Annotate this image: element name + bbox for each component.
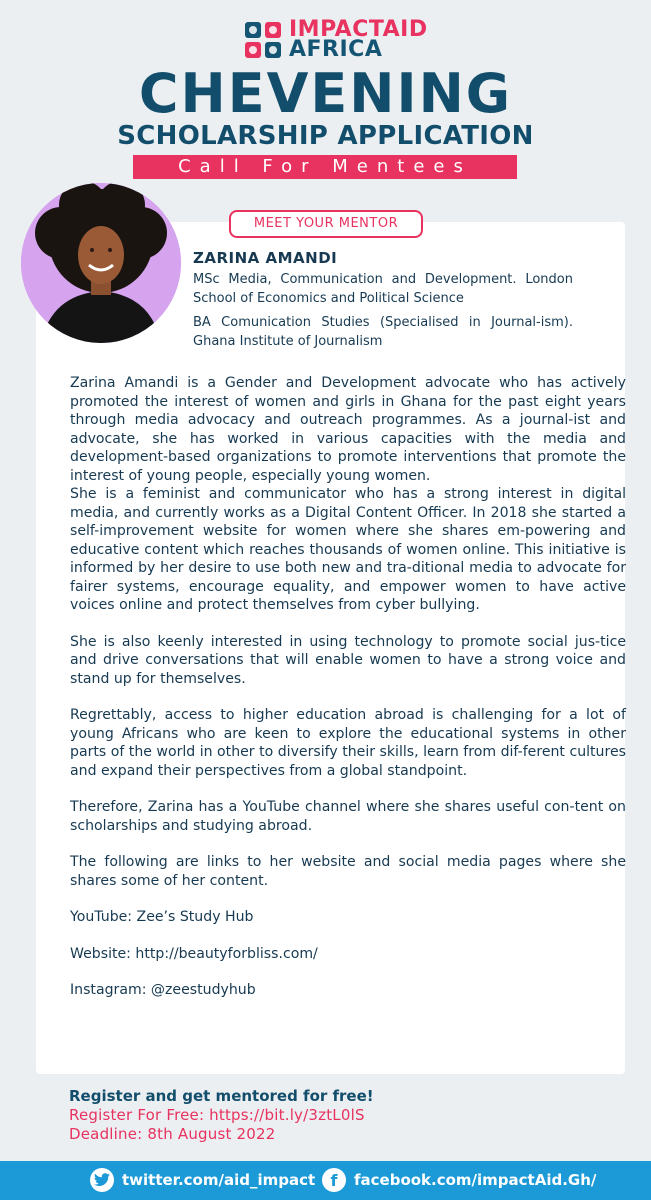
bio-paragraph: Regrettably, access to higher education abroad is challenging for a lot of young Africans who are keen to explore the educational systems in other parts of the world in other to diversify their skills, learn from dif-ferent cultures and expand their perspectives from a global standpoint. — [70, 707, 626, 779]
mentor-qualification-msc: MSc Media, Communication and Development. London School of Economics and Political Science — [193, 272, 573, 306]
twitter-icon — [90, 1168, 114, 1192]
page-title: CHEVENING — [138, 62, 513, 125]
deadline-text: Deadline: 8th August 2022 — [69, 1125, 276, 1143]
logo-line-1: IMPACTAID — [289, 17, 428, 42]
logo-mark — [245, 22, 281, 58]
mentor-info — [193, 248, 573, 356]
logo-line-2: AFRICA — [289, 37, 383, 62]
meet-your-mentor-label: MEET YOUR MENTOR — [229, 210, 423, 238]
facebook-icon: f — [322, 1168, 346, 1192]
page-subtitle: SCHOLARSHIP APPLICATION — [117, 121, 534, 151]
call-to-action — [69, 1087, 629, 1144]
call-for-mentees-banner: Call For Mentees — [133, 155, 517, 179]
facebook-handle: facebook.com/impactAid.Gh/ — [354, 1171, 597, 1189]
mentor-photo — [21, 183, 181, 343]
bio-paragraph: The following are links to her website and social media pages where she shares some of her content. — [70, 854, 626, 889]
cta-headline: Register and get mentored for free! — [69, 1087, 374, 1105]
mentor-bio — [70, 374, 626, 1000]
mentor-name: ZARINA AMANDI — [193, 249, 338, 267]
impactaid-logo — [245, 18, 428, 62]
facebook-link[interactable] — [322, 1168, 596, 1192]
logo-wordmark — [289, 17, 428, 62]
register-link[interactable]: Register For Free: https://bit.ly/3ztL0lS — [69, 1106, 365, 1124]
bio-paragraph: Zarina Amandi is a Gender and Development advocate who has actively promoted the interest of women and girls in Ghana for the past eight years through media advocacy and outreach programmes. As a journal-ist and advocate, she has worked in various capacities with the media and development-based organizations to promote interventions that promote the interest of young people, especially young women. — [70, 375, 626, 484]
bio-paragraph: She is also keenly interested in using technology to promote social jus-tice and drive conversations that will enable women to have a strong voice and stand up for themselves. — [70, 633, 626, 687]
bio-paragraph: She is a feminist and communicator who has a strong interest in digital media, and currently works as a Digital Content Officer. In 2018 she started a self-improvement website for women where she shares em-powering and educative content which reaches thousands of women online. This initiative is informed by her desire to use both new and tra-ditional media to advocate for fairer systems, encourage equality, and empower women to have active voices online and protect themselves from cyber bullying. — [70, 486, 626, 613]
twitter-link[interactable] — [90, 1168, 315, 1192]
instagram-link[interactable]: Instagram: @zeestudyhub — [70, 982, 256, 998]
social-footer — [0, 1161, 651, 1200]
youtube-link[interactable]: YouTube: Zee’s Study Hub — [70, 909, 254, 925]
mentor-qualification-ba: BA Comunication Studies (Specialised in Journal-ism). Ghana Institute of Journalism — [193, 315, 573, 349]
bio-paragraph: Therefore, Zarina has a YouTube channel where she shares useful con-tent on scholarships and studying abroad. — [70, 799, 626, 834]
website-link[interactable]: Website: http://beautyforbliss.com/ — [70, 945, 318, 962]
twitter-handle: twitter.com/aid_impact — [122, 1171, 316, 1189]
